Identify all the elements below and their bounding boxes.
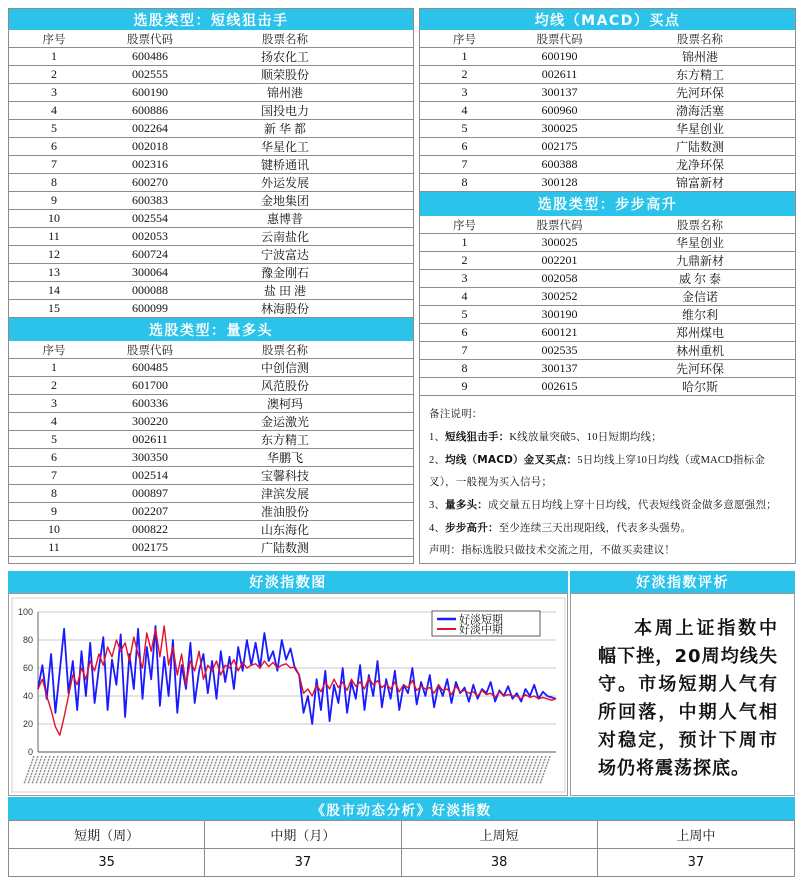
- note-term: 短线狙击手：: [445, 431, 510, 443]
- note-index: 4、: [429, 523, 446, 534]
- stock-code: 002554: [132, 211, 168, 225]
- table-row: [420, 48, 795, 66]
- stock-name: 新 华 都: [263, 122, 306, 136]
- stock-name: 先河环保: [675, 362, 724, 376]
- stock-name: 锦州港: [681, 50, 718, 64]
- row-number: 9: [461, 379, 468, 393]
- table-row: [9, 210, 413, 228]
- column-header-name: 股票名称: [677, 33, 723, 46]
- stock-name: 风范股份: [260, 379, 309, 393]
- table-body: [9, 359, 413, 557]
- index-value-last-short: 38: [402, 849, 598, 876]
- stock-code: 002053: [132, 229, 168, 243]
- stock-name: 锦州港: [266, 86, 303, 100]
- y-tick-label: 60: [22, 663, 33, 673]
- series-lines: [38, 626, 556, 735]
- x-axis-date-labels: [24, 756, 550, 784]
- row-number: 6: [51, 450, 57, 464]
- note-text: K线放量突破5、10日短期均线；: [509, 432, 662, 443]
- row-number: 7: [461, 157, 468, 171]
- index-column-short-week: 短期（周）: [9, 821, 205, 849]
- stock-code: 600099: [132, 301, 168, 315]
- row-number: 5: [461, 307, 468, 321]
- stock-code: 300025: [541, 121, 578, 135]
- stock-name: 华鹏飞: [266, 451, 303, 465]
- index-table: [8, 820, 795, 877]
- table-row: [9, 300, 413, 318]
- stock-name: 华星创业: [675, 236, 724, 250]
- stock-code: 600960: [541, 103, 578, 117]
- row-number: 7: [51, 468, 57, 482]
- stock-name: 广陆数测: [260, 541, 309, 555]
- stock-code: 300137: [541, 85, 578, 99]
- table-title: 选股类型：步步高升: [420, 192, 795, 216]
- y-tick-label: 100: [17, 607, 33, 617]
- row-number: 2: [461, 253, 468, 267]
- row-number: 6: [461, 139, 468, 153]
- table-row: [420, 306, 795, 324]
- stock-name: 广陆数测: [675, 140, 724, 154]
- stock-name: 惠博普: [266, 212, 303, 226]
- row-number: 6: [461, 325, 468, 339]
- table-row: [9, 377, 413, 395]
- comment-text: 本周上证指数中幅下挫，20周均线失守。市场短期人气有所回落，中期人气相对稳定，预计下周市场仍将震荡探底。: [598, 618, 778, 779]
- table-row: [9, 138, 413, 156]
- column-header-name: 股票名称: [262, 344, 308, 357]
- column-header-row: [9, 341, 413, 359]
- note-term: 均线（MACD）金叉买点：: [445, 454, 578, 466]
- table-row: [9, 395, 413, 413]
- stock-name: 准油股份: [260, 505, 309, 519]
- table-title: 选股类型：量多头: [9, 318, 413, 341]
- stock-code: 600388: [541, 157, 578, 171]
- table-row: [9, 485, 413, 503]
- table-row: [420, 252, 795, 270]
- stock-code: 300064: [132, 265, 168, 279]
- table-row: [9, 228, 413, 246]
- stock-code: 002058: [541, 271, 578, 285]
- row-number: 3: [461, 85, 468, 99]
- stock-code: 002175: [132, 540, 168, 554]
- stock-code: 600270: [132, 175, 168, 189]
- row-number: 4: [461, 103, 468, 117]
- stock-name: 澳柯玛: [266, 397, 303, 411]
- table-row: [9, 102, 413, 120]
- note-item: [429, 494, 787, 517]
- row-number: 1: [51, 360, 57, 374]
- stock-code: 300190: [541, 307, 578, 321]
- stock-code: 600486: [132, 49, 168, 63]
- row-number: 5: [51, 121, 57, 135]
- table-body: [420, 48, 795, 192]
- row-number: 2: [51, 67, 57, 81]
- row-number: 6: [51, 139, 57, 153]
- table-row: [9, 359, 413, 377]
- row-number: 9: [51, 193, 57, 207]
- table-short-sniper: [9, 9, 413, 318]
- stock-code: 002207: [132, 504, 168, 518]
- stock-code: 300137: [541, 361, 578, 375]
- chart-section-title: 好淡指数图: [8, 571, 568, 593]
- row-number: 8: [51, 486, 57, 500]
- stock-name: 中创信测: [260, 361, 309, 375]
- table-row: [9, 264, 413, 282]
- column-header-code: 股票代码: [127, 33, 173, 46]
- row-number: 4: [51, 414, 57, 428]
- stock-name: 国投电力: [260, 104, 309, 118]
- column-header-name: 股票名称: [262, 33, 308, 46]
- table-row: [420, 378, 795, 396]
- stock-code: 600190: [541, 49, 578, 63]
- comment-panel: [570, 593, 795, 796]
- row-number: 3: [461, 271, 468, 285]
- chart-canvas: [9, 594, 567, 795]
- stock-code: 002514: [132, 468, 168, 482]
- stock-code: 600383: [132, 193, 168, 207]
- row-number: 1: [461, 49, 468, 63]
- table-row: [420, 360, 795, 378]
- table-row: [420, 138, 795, 156]
- legend-label-short: 好淡短期: [459, 613, 503, 626]
- table-row: [9, 174, 413, 192]
- index-column-last-short: 上周短: [402, 821, 598, 849]
- stock-name: 先河环保: [675, 86, 724, 100]
- table-row: [420, 270, 795, 288]
- stock-name: 扬农化工: [260, 50, 309, 64]
- row-number: 7: [461, 343, 468, 357]
- stock-name: 宝馨科技: [260, 469, 309, 483]
- note-term: 量多头：: [445, 499, 488, 511]
- stock-name: 林海股份: [260, 302, 309, 316]
- stock-name: 渤海活塞: [675, 104, 724, 118]
- notes-box: [420, 396, 795, 563]
- row-number: 3: [51, 85, 57, 99]
- column-header-code: 股票代码: [536, 219, 583, 232]
- stock-code: 600886: [132, 103, 168, 117]
- row-number: 8: [461, 361, 468, 375]
- table-row: [420, 120, 795, 138]
- note-item: [429, 449, 787, 494]
- stock-name: 林州重机: [675, 344, 724, 358]
- index-value-last-mid: 37: [687, 855, 705, 870]
- chart-legend: [432, 611, 540, 636]
- index-column-mid-month: 中期（月）: [205, 821, 401, 849]
- note-item: [429, 517, 787, 540]
- notes-heading: 备注说明：: [429, 409, 483, 420]
- stock-code: 600121: [541, 325, 578, 339]
- right-column: [419, 8, 796, 564]
- column-header-code: 股票代码: [536, 33, 583, 46]
- table-row: [420, 174, 795, 192]
- row-number: 4: [51, 103, 57, 117]
- stock-name: 华星化工: [260, 140, 309, 154]
- row-number: 14: [48, 283, 60, 297]
- index-value-short-week: 35: [9, 849, 205, 876]
- column-header-name: 股票名称: [677, 219, 723, 232]
- stock-name: 云南盐化: [260, 230, 309, 244]
- note-index: 2、: [429, 455, 446, 466]
- table-body: [420, 234, 795, 396]
- column-header-no: 序号: [453, 219, 476, 232]
- stock-code: 000822: [132, 522, 168, 536]
- table-volume-bull: [9, 318, 413, 557]
- stock-code: 002175: [541, 139, 578, 153]
- stock-name: 华星创业: [675, 122, 724, 136]
- stock-name: 东方精工: [675, 68, 724, 82]
- stock-code: 002264: [132, 121, 168, 135]
- table-row: [420, 234, 795, 252]
- table-body: [9, 48, 413, 318]
- table-row: [9, 521, 413, 539]
- stock-name: 金信诺: [681, 290, 718, 304]
- stock-code: 300025: [541, 235, 578, 249]
- stock-code: 300350: [132, 450, 168, 464]
- note-text: 5日均线上穿10日均线（或MACD指标金叉），一般视为买入信号；: [429, 455, 766, 488]
- stock-name: 津滨发展: [260, 487, 309, 501]
- stock-name: 山东海化: [260, 523, 309, 537]
- index-value-mid-month: 37: [205, 849, 401, 876]
- stock-name: 东方精工: [260, 433, 309, 447]
- disclaimer: 声明：指标选股只做技术交流之用，不做买卖建议！: [429, 545, 676, 556]
- row-number: 10: [48, 211, 60, 225]
- table-row: [420, 102, 795, 120]
- stock-code: 300128: [541, 175, 578, 189]
- stock-name: 威 尔 泰: [678, 272, 721, 286]
- stock-code: 600724: [132, 247, 168, 261]
- stock-name: 盐 田 港: [263, 284, 306, 298]
- index-table-title: 《股市动态分析》好淡指数: [8, 797, 795, 820]
- table-row: [9, 467, 413, 485]
- row-number: 15: [48, 301, 60, 315]
- column-header-no: 序号: [42, 33, 66, 46]
- note-item: [429, 426, 787, 449]
- index-column-last-mid: 上周中: [598, 821, 794, 849]
- stock-name: 顺荣股份: [260, 68, 309, 82]
- row-number: 4: [461, 289, 468, 303]
- stock-code: 600485: [132, 360, 168, 374]
- row-number: 3: [51, 396, 57, 410]
- stock-name: 豫金刚石: [260, 266, 309, 280]
- stock-code: 300252: [541, 289, 578, 303]
- stock-code: 002555: [132, 67, 168, 81]
- stock-code: 002611: [132, 432, 168, 446]
- stock-name: 锦富新材: [675, 176, 724, 190]
- row-number: 11: [48, 540, 60, 554]
- table-row: [9, 246, 413, 264]
- table-step-rising: [420, 192, 795, 396]
- stock-code: 002316: [132, 157, 168, 171]
- table-row: [9, 413, 413, 431]
- table-row: [9, 282, 413, 300]
- table-row: [9, 48, 413, 66]
- stock-name: 金运激光: [260, 415, 309, 429]
- column-header-no: 序号: [453, 33, 476, 46]
- column-header-row: [420, 216, 795, 234]
- table-row: [9, 539, 413, 557]
- table-row: [9, 66, 413, 84]
- y-tick-label: 0: [27, 747, 33, 757]
- table-row: [9, 156, 413, 174]
- table-title: 选股类型：短线狙击手: [9, 9, 413, 30]
- table-row: [420, 156, 795, 174]
- row-number: 2: [461, 67, 468, 81]
- sentiment-index-chart: [8, 593, 568, 796]
- note-index: 3、: [429, 500, 446, 511]
- stock-code: 601700: [132, 378, 168, 392]
- row-number: 5: [461, 121, 468, 135]
- stock-name: 外运发展: [260, 176, 309, 190]
- note-text: 成交量五日均线上穿十日均线，代表短线资金做多意愿强烈；: [487, 500, 777, 511]
- stock-code: 002201: [541, 253, 578, 267]
- stock-name: 宁波富达: [260, 248, 309, 262]
- column-header-no: 序号: [42, 344, 66, 357]
- note-term: 步步高升：: [445, 522, 499, 534]
- column-header-row: [420, 30, 795, 48]
- table-row: [420, 66, 795, 84]
- row-number: 11: [48, 229, 60, 243]
- row-number: 2: [51, 378, 57, 392]
- notes-list: [429, 426, 787, 540]
- stock-name: 键桥通讯: [260, 158, 309, 172]
- table-row: [9, 449, 413, 467]
- stock-code: 002018: [132, 139, 168, 153]
- stock-name: 龙净环保: [675, 158, 724, 172]
- column-header-code: 股票代码: [127, 344, 173, 357]
- table-macd-buy-point: [420, 9, 795, 192]
- row-number: 8: [461, 175, 468, 189]
- row-number: 10: [48, 522, 60, 536]
- stock-code: 600190: [132, 85, 168, 99]
- row-number: 5: [51, 432, 57, 446]
- stock-code: 000897: [132, 486, 168, 500]
- row-number: 7: [51, 157, 57, 171]
- y-tick-label: 80: [22, 635, 33, 645]
- stock-name: 金地集团: [260, 194, 309, 208]
- table-row: [9, 503, 413, 521]
- legend-label-mid: 好淡中期: [459, 623, 503, 636]
- table-row: [9, 120, 413, 138]
- y-tick-label: 20: [22, 719, 33, 729]
- stock-code: 002611: [541, 67, 578, 81]
- row-number: 8: [51, 175, 57, 189]
- row-number: 1: [51, 49, 57, 63]
- note-text: 至少连续三天出现阳线，代表多头强势。: [498, 523, 692, 534]
- table-row: [9, 431, 413, 449]
- table-title: 均线（MACD）买点: [420, 9, 795, 30]
- stock-code: 002535: [541, 343, 578, 357]
- stock-code: 002615: [541, 379, 578, 393]
- column-header-row: [9, 30, 413, 48]
- stock-name: 九鼎新材: [675, 254, 724, 268]
- stock-code: 600336: [132, 396, 168, 410]
- table-row: [420, 288, 795, 306]
- table-row: [9, 192, 413, 210]
- stock-code: 000088: [132, 283, 168, 297]
- row-number: 12: [48, 247, 60, 261]
- comment-section-title: 好淡指数评析: [570, 571, 795, 593]
- table-row: [9, 84, 413, 102]
- note-index: 1、: [429, 432, 446, 443]
- stock-name: 郑州煤电: [675, 326, 724, 340]
- stock-name: 维尔利: [681, 308, 718, 322]
- row-number: 1: [461, 235, 468, 249]
- row-number: 9: [51, 504, 57, 518]
- stock-code: 300220: [132, 414, 168, 428]
- stock-name: 哈尔斯: [681, 380, 718, 394]
- table-row: [420, 324, 795, 342]
- row-number: 13: [48, 265, 60, 279]
- table-row: [420, 84, 795, 102]
- table-row: [420, 342, 795, 360]
- left-column: [8, 8, 414, 564]
- y-tick-label: 40: [22, 691, 33, 701]
